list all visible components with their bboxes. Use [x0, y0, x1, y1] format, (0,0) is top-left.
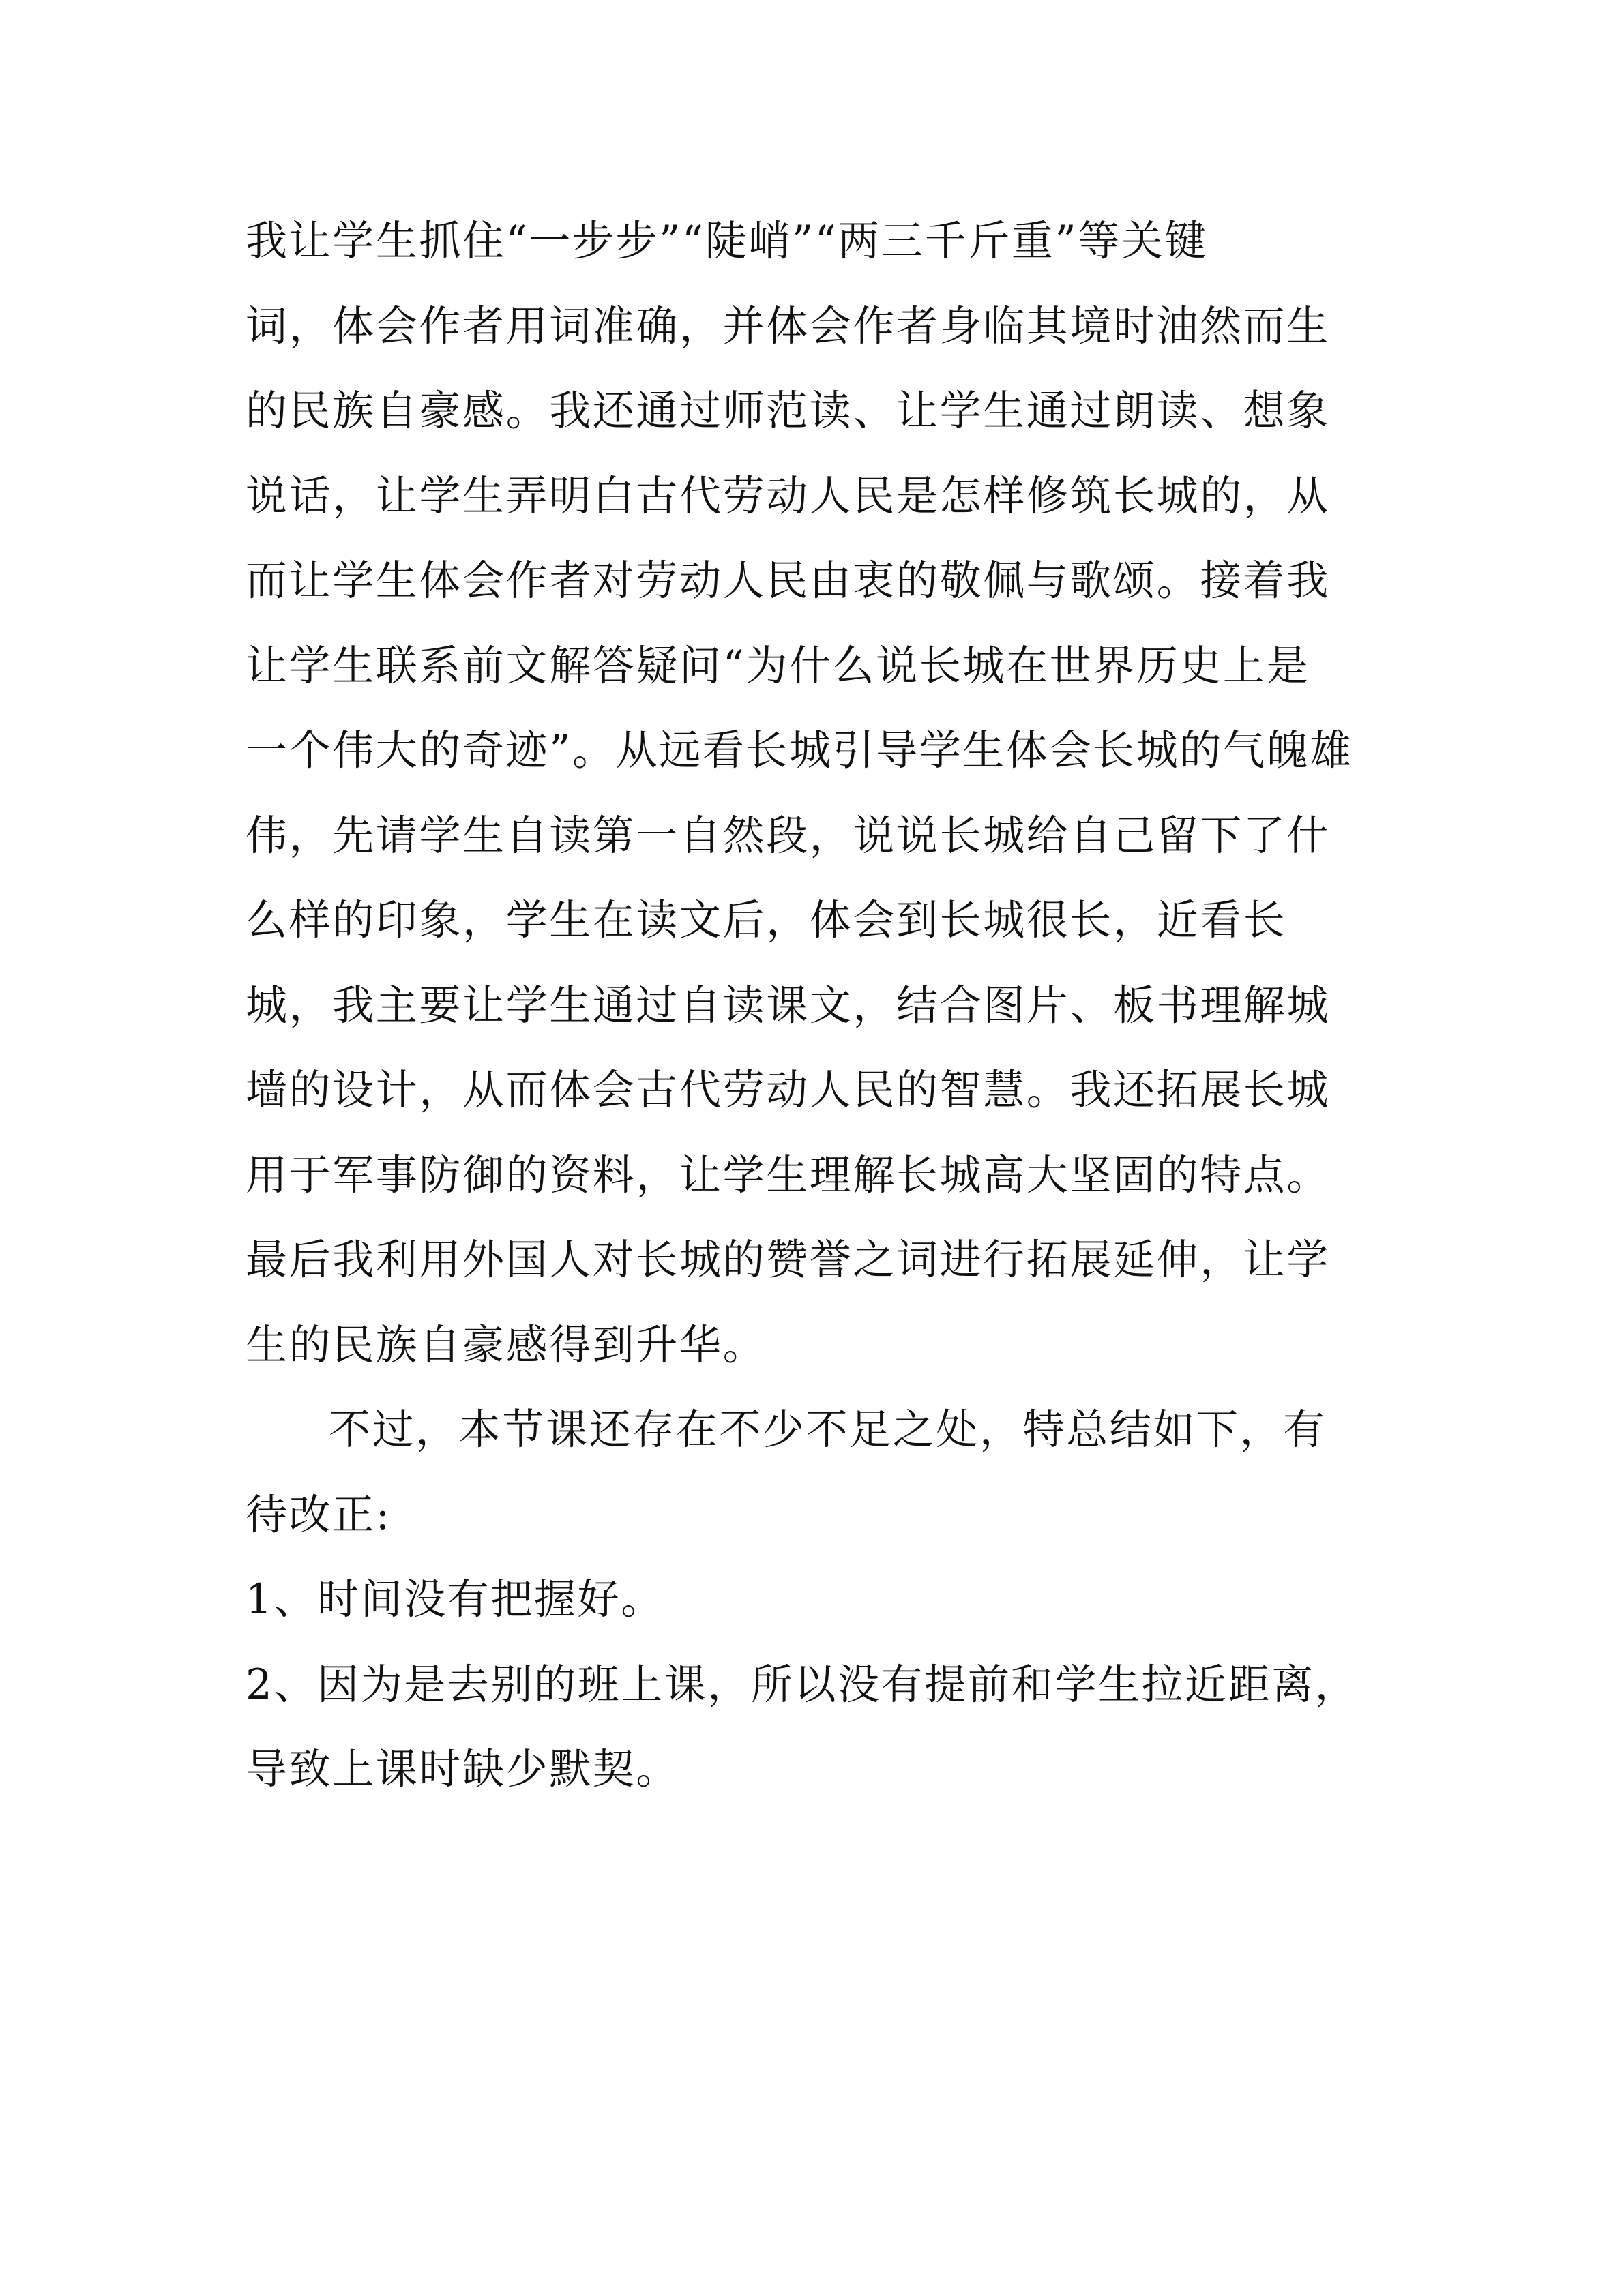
text-line: 我让学生抓住“一步步”“陡峭”“两三千斤重”等关键 — [246, 217, 1209, 265]
text-line: 城，我主要让学生通过自读课文，结合图片、板书理解城 — [246, 981, 1331, 1030]
text-line: 待改正: — [246, 1490, 392, 1539]
document-body — [246, 199, 1378, 1813]
text-line: 词，体会作者用词准确，并体会作者身临其境时油然而生 — [246, 301, 1331, 351]
text-line: 说话，让学生弄明白古代劳动人民是怎样修筑长城的，从 — [246, 471, 1331, 520]
text-line: 而让学生体会作者对劳动人民由衷的敬佩与歌颂。接着我 — [246, 556, 1331, 605]
paragraph-first-line: 不过，本节课还存在不少不足之处，特总结如下，有 — [329, 1405, 1327, 1454]
list-item-2-continuation: 导致上课时缺少默契。 — [246, 1745, 680, 1793]
text-line: 的民族自豪感。我还通过师范读、让学生通过朗读、想象 — [246, 387, 1331, 435]
text-line: 墙的设计，从而体会古代劳动人民的智慧。我还拓展长城 — [246, 1066, 1331, 1114]
text-line: 么样的印象，学生在读文后，体会到长城很长，近看长 — [246, 896, 1287, 944]
list-item-1: 1、时间没有把握好。 — [246, 1575, 664, 1624]
text-line: 生的民族自豪感得到升华。 — [246, 1320, 767, 1369]
text-line: 最后我利用外国人对长城的赞誉之词进行拓展延伸，让学 — [246, 1236, 1331, 1284]
text-line: 用于军事防御的资料，让学生理解长城高大坚固的特点。 — [246, 1150, 1331, 1199]
text-line: 伟，先请学生自读第一自然段，说说长城给自己留下了什 — [246, 811, 1331, 860]
list-item-2: 2、因为是去别的班上课，所以没有提前和学生拉近距离， — [246, 1660, 1359, 1709]
text-line: 一个伟大的奇迹”。从远看长城引导学生体会长城的气魄雄 — [246, 726, 1353, 775]
text-line: 让学生联系前文解答疑问“为什么说长城在世界历史上是 — [246, 641, 1310, 690]
